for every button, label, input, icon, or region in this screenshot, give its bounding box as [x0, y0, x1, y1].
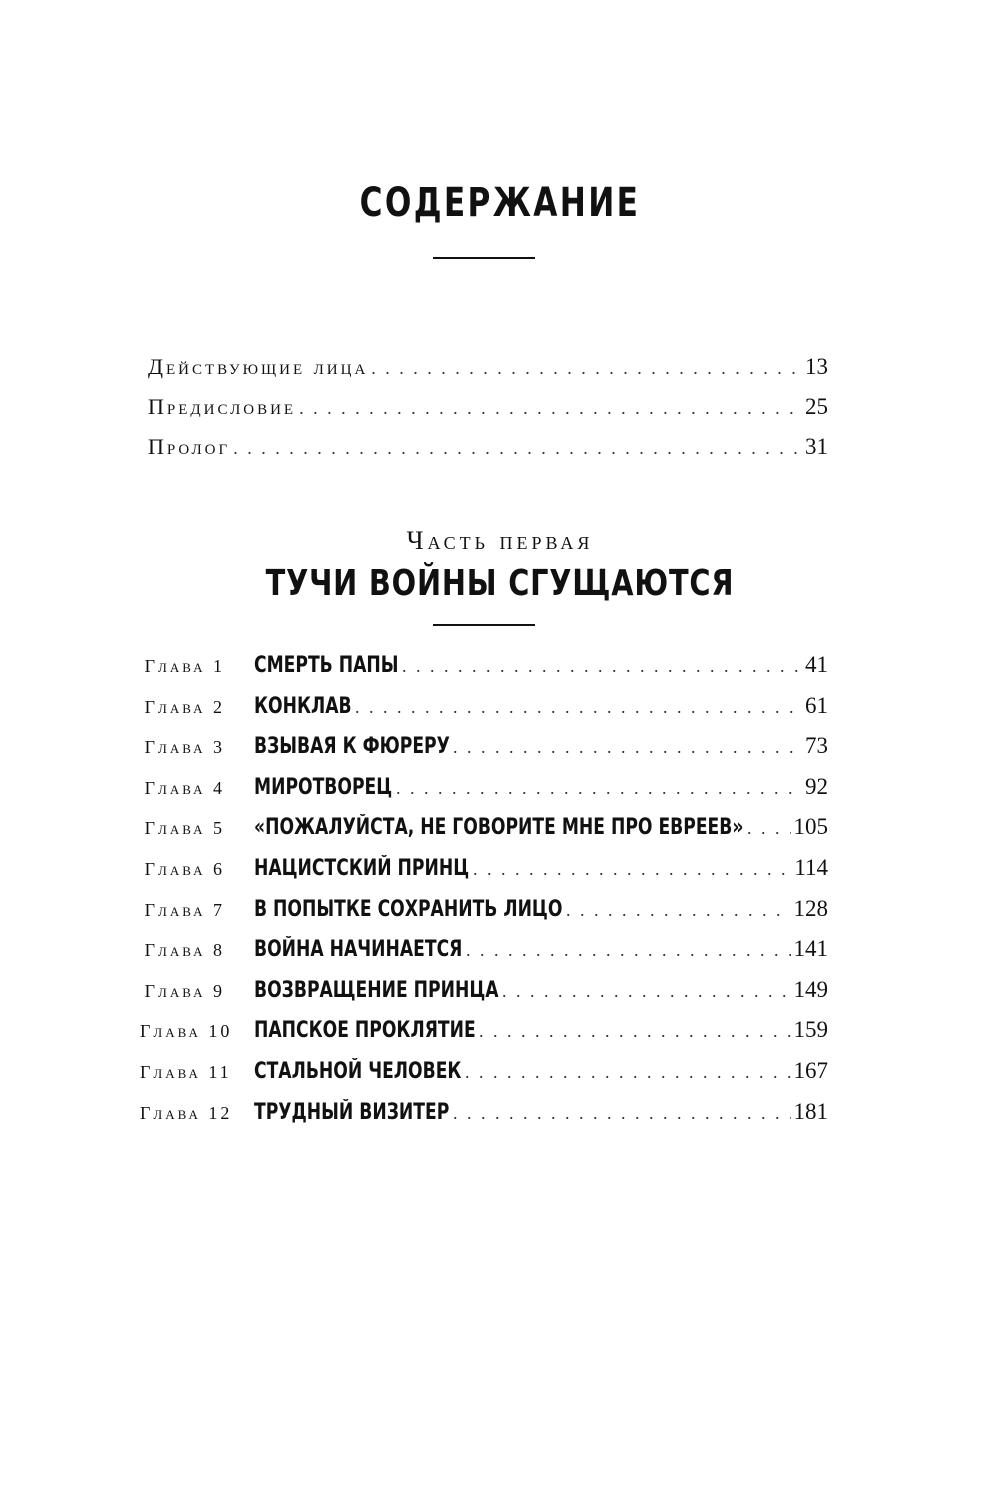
toc-entry-chapter[interactable] — [140, 1058, 828, 1099]
chapter-title: ВОЗВРАЩЕНИЕ ПРИНЦА — [254, 977, 499, 1003]
chapter-page-number: 92 — [805, 773, 828, 799]
dot-leader — [299, 398, 802, 419]
toc-entry-chapter[interactable] — [140, 774, 828, 815]
toc-entry-chapter[interactable] — [140, 936, 828, 977]
chapter-page-number: 149 — [793, 976, 828, 1002]
dot-leader — [453, 737, 802, 758]
chapter-number: Глава 1 — [144, 656, 225, 676]
chapter-page-number: 61 — [805, 692, 828, 718]
chapter-title: СМЕРТЬ ПАПЫ — [254, 653, 399, 678]
chapter-title: ВЗЫВАЯ К ФЮРЕРУ — [254, 734, 450, 760]
chapter-page-number: 114 — [794, 854, 828, 880]
chapter-number: Глава 10 — [140, 1021, 233, 1042]
entry-page-number: 25 — [805, 394, 828, 419]
dot-leader — [465, 1062, 791, 1083]
chapter-number: Глава 6 — [144, 858, 225, 879]
chapter-title: ТРУДНЫЙ ВИЗИТЕР — [254, 1099, 450, 1125]
dot-leader — [402, 656, 802, 677]
dot-leader — [566, 900, 791, 921]
chapter-number: Глава 8 — [144, 940, 225, 961]
toc-entry-chapter[interactable] — [140, 693, 828, 734]
toc-entry-chapter[interactable] — [140, 733, 828, 774]
chapter-number: Глава 9 — [144, 980, 225, 1001]
entry-label: Пролог — [148, 434, 231, 459]
chapter-page-number: 105 — [793, 814, 828, 840]
dot-leader — [355, 697, 802, 718]
dot-leader — [396, 778, 802, 799]
dot-leader — [479, 1021, 791, 1042]
dot-leader — [371, 358, 802, 379]
part-divider — [433, 624, 535, 626]
toc-entry-chapter[interactable] — [140, 814, 828, 855]
toc-heading: СОДЕРЖАНИЕ — [359, 180, 641, 226]
chapter-title: НАЦИСТСКИЙ ПРИНЦ — [254, 855, 470, 881]
part-label: Часть первая — [406, 526, 594, 555]
chapter-title: «ПОЖАЛУЙСТА, НЕ ГОВОРИТЕ МНЕ ПРО ЕВРЕЕВ» — [254, 815, 744, 841]
chapter-title: В ПОПЫТКЕ СОХРАНИТЬ ЛИЦО — [254, 896, 563, 922]
toc-entry-chapter[interactable] — [140, 977, 828, 1018]
entry-page-number: 31 — [805, 434, 828, 459]
entry-label: Действующие лица — [148, 354, 369, 379]
chapter-title: МИРОТВОРЕЦ — [254, 774, 393, 800]
dot-leader — [747, 818, 791, 839]
chapter-title: ПАПСКОЕ ПРОКЛЯТИЕ — [254, 1018, 476, 1044]
chapter-list — [140, 652, 828, 1139]
dot-leader — [473, 859, 791, 880]
dot-leader — [453, 1103, 791, 1124]
toc-entry-chapter[interactable] — [140, 1099, 828, 1140]
chapter-page-number: 73 — [805, 733, 828, 759]
chapter-title: СТАЛЬНОЙ ЧЕЛОВЕК — [254, 1058, 462, 1084]
entry-label: Предисловие — [148, 394, 297, 419]
chapter-page-number: 159 — [793, 1017, 828, 1043]
chapter-number: Глава 5 — [144, 818, 225, 839]
entry-page-number: 13 — [805, 354, 828, 379]
chapter-title: КОНКЛАВ — [254, 693, 352, 719]
chapter-page-number: 128 — [793, 895, 828, 921]
toc-entry-front-matter[interactable] — [148, 434, 828, 474]
dot-leader — [233, 438, 802, 459]
chapter-number: Глава 3 — [144, 737, 225, 758]
front-matter-list — [148, 354, 828, 474]
toc-entry-front-matter[interactable] — [148, 354, 828, 394]
toc-entry-front-matter[interactable] — [148, 394, 828, 434]
chapter-number: Глава 12 — [140, 1102, 233, 1123]
chapter-page-number: 167 — [793, 1057, 828, 1083]
chapter-number: Глава 7 — [144, 899, 225, 920]
dot-leader — [502, 981, 791, 1002]
chapter-number: Глава 4 — [144, 777, 225, 798]
chapter-page-number: 181 — [793, 1098, 828, 1124]
toc-entry-chapter[interactable] — [140, 896, 828, 937]
part-title: ТУЧИ ВОЙНЫ СГУЩАЮТСЯ — [265, 563, 735, 604]
chapter-page-number: 141 — [793, 936, 828, 962]
heading-divider — [433, 257, 535, 259]
chapter-title: ВОЙНА НАЧИНАЕТСЯ — [254, 937, 463, 963]
dot-leader — [466, 940, 791, 961]
toc-entry-chapter[interactable] — [140, 1017, 828, 1058]
chapter-number: Глава 11 — [140, 1061, 232, 1082]
chapter-number: Глава 2 — [144, 696, 225, 717]
toc-entry-chapter[interactable] — [140, 652, 828, 693]
toc-entry-chapter[interactable] — [140, 855, 828, 896]
chapter-page-number: 41 — [805, 652, 828, 677]
